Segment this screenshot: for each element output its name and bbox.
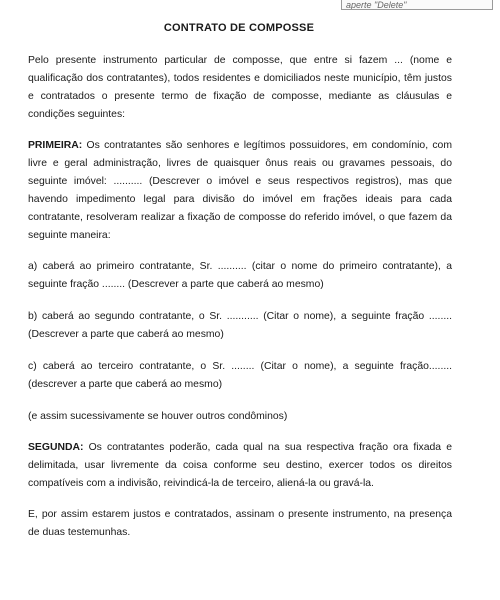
item-c-paragraph: c) caberá ao terceiro contratante, o Sr. ........ (Citar o nome), a seguinte fração........ (descrever a parte que caberá ao mesmo) xyxy=(28,361,452,390)
clause-second-paragraph xyxy=(28,439,452,493)
intro-paragraph: Pelo presente instrumento particular de composse, que entre si fazem ... (nome e qualificação dos contratantes), todos residentes e domiciliados neste município, têm justos e contratados o presente termo de fixação de composse, mediante as cláusulas e condições seguintes: xyxy=(28,55,452,120)
clause-second-label: SEGUNDA: xyxy=(28,442,84,453)
clause-second-text: Os contratantes poderão, cada qual na sua respectiva fração ora fixada e delimitada, usar livremente da coisa conforme seu destino, exercer todos os direitos compatíveis com a indivisão, reivindicá-la de terceiro, aliená-la ou gravá-la. xyxy=(28,442,452,489)
document-title: CONTRATO DE COMPOSSE xyxy=(163,22,315,34)
item-a-paragraph: a) caberá ao primeiro contratante, Sr. .......... (citar o nome do primeiro contratante), a seguinte fração ........ (Descrever a parte que caberá ao mesmo) xyxy=(28,261,452,290)
closing-paragraph: E, por assim estarem justos e contratados, assinam o presente instrumento, na presença de duas testemunhas. xyxy=(28,509,452,538)
document-body xyxy=(28,52,452,555)
clause-first-text: Os contratantes são senhores e legítimos possuidores, em condomínio, com livre e geral administração, livres de quaisquer ônus reais ou gravames pessoais, do seguinte imóvel: .......... (Descrever o imóvel e seus respectivos registros), mas que havendo impedimento legal para divisão do imóvel em frações ideais para cada contratante, resolveram realizar a fixação de composse do referido imóvel, o que fazem da seguinte maneira: xyxy=(28,140,452,241)
note-paragraph: (e assim sucessivamente se houver outros condôminos) xyxy=(28,411,288,422)
clause-first-label: PRIMEIRA: xyxy=(28,140,83,151)
delete-hint-box: aperte "Delete" xyxy=(341,0,493,10)
clause-first-paragraph xyxy=(28,137,452,245)
item-b-paragraph: b) caberá ao segundo contratante, o Sr. ........... (Citar o nome), a seguinte fração ........ (Descrever a parte que caberá ao mesmo) xyxy=(28,311,452,340)
